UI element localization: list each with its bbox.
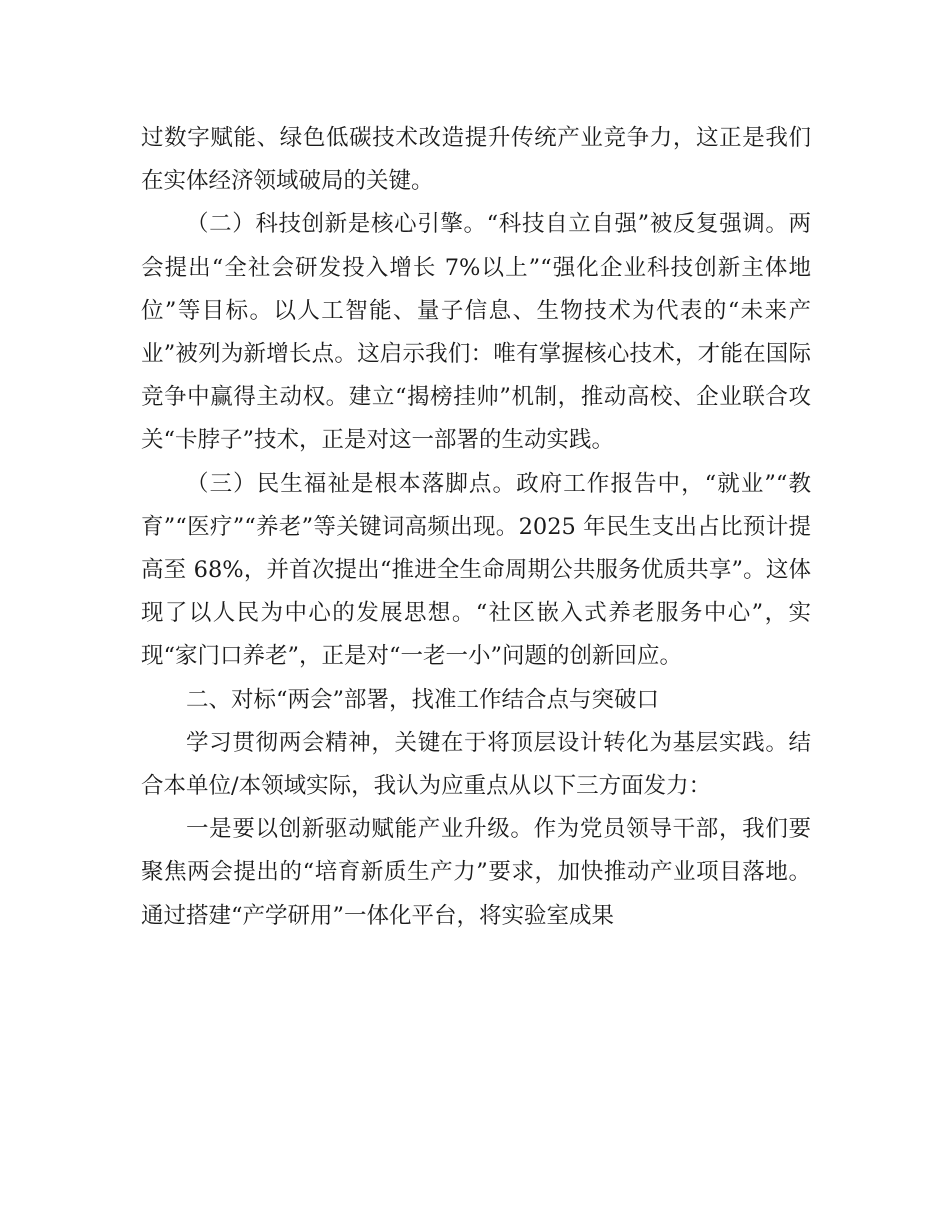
- paragraph-continuation: 过数字赋能、绿色低碳技术改造提升传统产业竞争力，这正是我们在实体经济领域破局的关键。: [141, 125, 811, 195]
- section-heading-two: 二、对标“两会”部署，找准工作结合点与突破口: [186, 686, 660, 713]
- document-body: [141, 117, 811, 938]
- paragraph-livelihood: （三）民生福祉是根本落脚点。政府工作报告中，“就业”“教育”“医疗”“养老”等关键词高频出现。2025 年民生支出占比预计提高至 68%，并首次提出“推进全生命周期公共服务优质共享”。这体现了以人民为中心的发展思想。“社区嵌入式养老服务中心”，实现“家门口养老”，正是对“一老一小”问题的创新回应。: [141, 470, 811, 670]
- paragraph-tech-innovation: （二）科技创新是核心引擎。“科技自立自强”被反复强调。两会提出“全社会研发投入增长 7%以上”“强化企业科技创新主体地位”等目标。以人工智能、量子信息、生物技术为代表的“未来产业”被列为新增长点。这启示我们：唯有掌握核心技术，才能在国际竞争中赢得主动权。建立“揭榜挂帅”机制，推动高校、企业联合攻关“卡脖子”技术，正是对这一部署的生动实践。: [141, 211, 811, 454]
- paragraph-study-intro: 学习贯彻两会精神，关键在于将顶层设计转化为基层实践。结合本单位/本领域实际，我认为应重点从以下三方面发力：: [141, 729, 811, 800]
- paragraph-point-one: 一是要以创新驱动赋能产业升级。作为党员领导干部，我们要聚焦两会提出的“培育新质生产力”要求，加快推动产业项目落地。通过搭建“产学研用”一体化平台，将实验室成果: [141, 816, 811, 929]
